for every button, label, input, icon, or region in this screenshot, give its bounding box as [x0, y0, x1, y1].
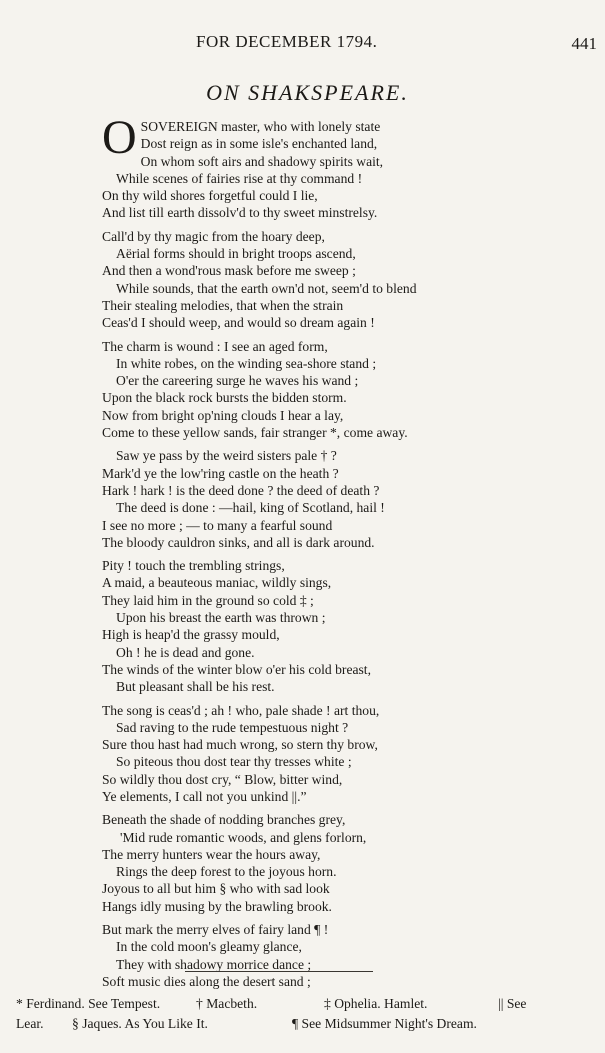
poem-line-text: And then a wond'rous mask before me sweep ;	[102, 263, 356, 279]
poem-line-text: While scenes of fairies rise at thy command !	[116, 170, 363, 186]
poem-line	[102, 170, 522, 187]
poem-line	[102, 898, 522, 915]
poem-line-text: The bloody cauldron sinks, and all is dark around.	[102, 534, 375, 550]
stanza	[102, 111, 522, 222]
poem-line-text: Hangs idly musing by the brawling brook.	[102, 898, 332, 914]
footnote-line-2	[16, 1014, 596, 1034]
poem-line-text: The winds of the winter blow o'er his cold breast,	[102, 661, 371, 677]
footnote-lear-see: || See	[498, 996, 527, 1011]
poem-line-text: They with shadowy morrice dance ;	[116, 956, 312, 972]
poem-line	[102, 372, 522, 389]
poem-line	[102, 204, 522, 221]
poem-line	[102, 702, 522, 719]
poem-line-text: Hark ! hark ! is the deed done ? the deed of death ?	[102, 482, 380, 498]
poem-line	[102, 829, 522, 846]
poem-line	[102, 557, 522, 574]
poem-line	[102, 661, 522, 678]
poem-line-text: On whom soft airs and shadowy spirits wait,	[140, 153, 384, 169]
poem-body	[102, 111, 522, 996]
poem-line-text: Joyous to all but him § who with sad look	[102, 881, 330, 897]
poem-line	[102, 863, 522, 880]
footnote-ophelia: ‡ Ophelia. Hamlet.	[324, 996, 428, 1011]
poem-line-text: Upon his breast the earth was thrown ;	[116, 610, 326, 626]
poem-line-text: A maid, a beauteous maniac, wildly sings,	[102, 575, 332, 591]
poem-line-text: On thy wild shores forgetful could I lie,	[102, 188, 318, 204]
footnote-macbeth: † Macbeth.	[196, 996, 258, 1011]
poem-line-text: In white robes, on the winding sea-shore stand ;	[116, 355, 377, 371]
footnote-jaques: § Jaques. As You Like It.	[72, 1016, 208, 1031]
poem-line	[102, 753, 522, 770]
page-header	[0, 32, 605, 54]
stanza	[102, 921, 522, 990]
poem-line-text: They laid him in the ground so cold ‡ ;	[102, 592, 314, 608]
poem-line-text: So wildly thou dost cry, “ Blow, bitter wind,	[102, 771, 343, 787]
poem-line-text: In the cold moon's gleamy glance,	[116, 939, 302, 955]
poem-line-text: And list till earth dissolv'd to thy sweet minstrelsy.	[102, 205, 378, 221]
footnote-line-1	[16, 994, 596, 1014]
poem-line-text: Rings the deep forest to the joyous horn.	[116, 864, 337, 880]
poem-line-text: Mark'd ye the low'ring castle on the heath ?	[102, 465, 339, 481]
stanza	[102, 228, 522, 332]
poem-line	[102, 424, 522, 441]
poem-line-text: Come to these yellow sands, fair stranger *, come away.	[102, 425, 408, 441]
poem-line-text: O'er the careering surge he waves his wand ;	[116, 373, 359, 389]
poem-line	[102, 482, 522, 499]
poem-title: ON SHAKSPEARE.	[206, 80, 409, 105]
poem-line-text: Ceas'd I should weep, and would so dream again !	[102, 315, 375, 331]
poem-line-text: Ye elements, I call not you unkind ||.”	[102, 788, 307, 804]
poem-line-text: Now from bright op'ning clouds I hear a lay,	[102, 407, 344, 423]
poem-line-text: Call'd by thy magic from the hoary deep,	[102, 228, 325, 244]
poem-line	[102, 574, 522, 591]
poem-line	[102, 921, 522, 938]
poem-line-text: Upon the black rock bursts the bidden storm.	[102, 390, 347, 406]
poem-line-text: While sounds, that the earth own'd not, seem'd to blend	[116, 280, 417, 296]
footnote-divider	[185, 971, 373, 972]
poem-line	[102, 187, 522, 204]
poem-line-text: But pleasant shall be his rest.	[116, 679, 275, 695]
poem-line	[102, 534, 522, 551]
footnotes	[16, 994, 596, 1034]
poem-line-text: Soft music dies along the desert sand ;	[102, 973, 311, 989]
stanza	[102, 811, 522, 915]
poem-line-text: The deed is done : —hail, king of Scotland, hail !	[116, 500, 385, 516]
poem-line-text: I see no more ; — to many a fearful sound	[102, 517, 333, 533]
stanza	[102, 557, 522, 695]
poem-line	[102, 517, 522, 534]
poem-line	[102, 788, 522, 805]
stanza	[102, 338, 522, 442]
poem-line-text: Pity ! touch the trembling strings,	[102, 558, 285, 574]
poem-line	[102, 771, 522, 788]
poem-line	[102, 153, 522, 170]
stanza	[102, 447, 522, 551]
drop-cap: O	[102, 111, 137, 164]
poem-line	[102, 938, 522, 955]
poem-line-text: Their stealing melodies, that when the strain	[102, 297, 344, 313]
poem-line-text: Saw ye pass by the weird sisters pale † ?	[116, 448, 337, 464]
poem-line	[102, 465, 522, 482]
poem-line	[102, 135, 522, 152]
poem-line	[102, 297, 522, 314]
poem-line-text: High is heap'd the grassy mould,	[102, 627, 280, 643]
poem-line	[102, 499, 522, 516]
poem-line-text: So piteous thou dost tear thy tresses white ;	[116, 754, 352, 770]
poem-line	[102, 880, 522, 897]
stanza	[102, 702, 522, 806]
poem-line-text: Beneath the shade of nodding branches grey,	[102, 812, 346, 828]
poem-line	[102, 262, 522, 279]
poem-line	[102, 736, 522, 753]
poem-line-text: But mark the merry elves of fairy land ¶ !	[102, 922, 329, 938]
poem-line-text: Aërial forms should in bright troops ascend,	[116, 246, 356, 262]
poem-line	[102, 355, 522, 372]
poem-line-text: The charm is wound : I see an aged form,	[102, 338, 328, 354]
poem-line	[102, 846, 522, 863]
running-head: FOR DECEMBER 1794.	[196, 32, 378, 51]
poem-line	[102, 447, 522, 464]
poem-line	[102, 280, 522, 297]
poem-line	[102, 811, 522, 828]
poem-line	[102, 678, 522, 695]
poem-line-text: SOVEREIGN master, who with lonely state	[140, 119, 381, 134]
poem-line	[102, 228, 522, 245]
poem-line	[102, 407, 522, 424]
poem-line	[102, 389, 522, 406]
poem-line	[102, 719, 522, 736]
poem-line-text: Sad raving to the rude tempestuous night ?	[116, 719, 349, 735]
poem-line	[102, 626, 522, 643]
poem-line-text: Oh ! he is dead and gone.	[116, 644, 255, 660]
poem-line-text: Dost reign as in some isle's enchanted land,	[140, 136, 378, 152]
footnote-midsummer: ¶ See Midsummer Night's Dream.	[292, 1016, 477, 1031]
poem-line	[102, 609, 522, 626]
poem-line	[102, 314, 522, 331]
poem-line-text: The song is ceas'd ; ah ! who, pale shade ! art thou,	[102, 702, 380, 718]
poem-line	[102, 338, 522, 355]
poem-line	[102, 592, 522, 609]
poem-line-text: 'Mid rude romantic woods, and glens forlorn,	[120, 829, 367, 845]
poem-line-text: The merry hunters wear the hours away,	[102, 846, 321, 862]
poem-line-text: Sure thou hast had much wrong, so stern thy brow,	[102, 737, 378, 753]
poem-line	[102, 644, 522, 661]
poem-line	[102, 245, 522, 262]
footnote-lear: Lear.	[16, 1016, 44, 1031]
page-number: 441	[571, 34, 597, 53]
footnote-ferdinand: * Ferdinand. See Tempest.	[16, 996, 161, 1011]
poem-line	[102, 973, 522, 990]
